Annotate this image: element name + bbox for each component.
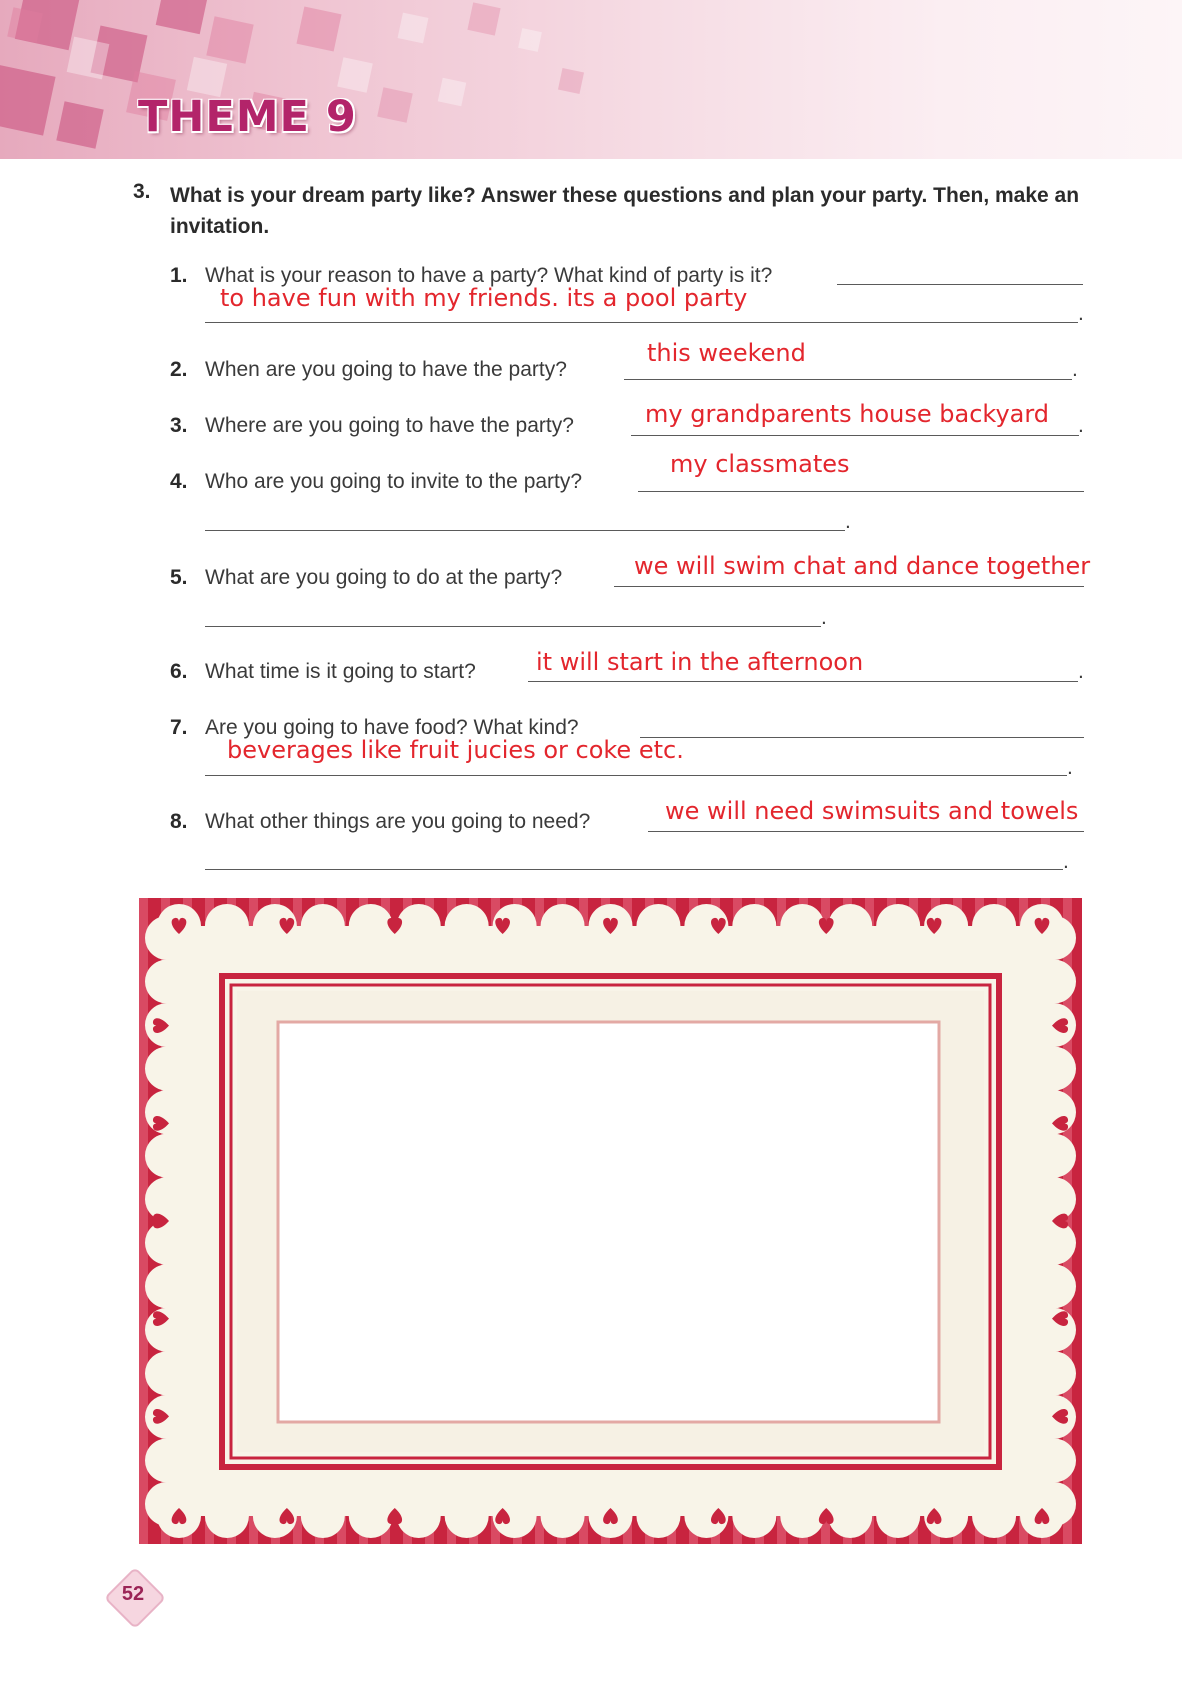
frame-scallop-bump xyxy=(1032,1264,1076,1308)
frame-scallop-bump xyxy=(636,904,680,948)
frame-scallop-bump xyxy=(1032,1221,1076,1265)
header-banner xyxy=(0,0,1182,159)
question-8-answer: we will need swimsuits and towels xyxy=(665,797,1079,825)
invitation-writing-area[interactable] xyxy=(278,1022,939,1422)
question-5-answer: we will swim chat and dance together xyxy=(634,552,1091,580)
frame-scallop-bump xyxy=(636,1494,680,1538)
frame-scallop-bump xyxy=(780,904,824,948)
question-2-number: 2. xyxy=(170,358,188,381)
frame-scallop-bump xyxy=(145,960,189,1004)
frame-scallop-bump xyxy=(145,1090,189,1134)
question-1-answer: to have fun with my friends. its a pool party xyxy=(220,284,748,312)
question-4-period: . xyxy=(845,510,851,533)
question-2-text: When are you going to have the party? xyxy=(205,358,567,381)
frame-scallop-bump xyxy=(145,1177,189,1221)
question-1-period: . xyxy=(1078,302,1084,325)
frame-scallop-bump xyxy=(349,1494,393,1538)
page-number: 52 xyxy=(121,1583,145,1605)
frame-scallop-bump xyxy=(145,1134,189,1178)
question-4-number: 4. xyxy=(170,470,188,493)
question-7-answer: beverages like fruit jucies or coke etc. xyxy=(227,736,684,764)
question-6-number: 6. xyxy=(170,660,188,683)
frame-scallop-bump xyxy=(397,904,441,948)
question-7-period: . xyxy=(1067,756,1073,779)
question-8-number: 8. xyxy=(170,810,188,833)
frame-scallop-bump xyxy=(732,1494,776,1538)
frame-scallop-bump xyxy=(145,1221,189,1265)
question-5-number: 5. xyxy=(170,566,188,589)
question-7-answer-field[interactable] xyxy=(205,775,1067,776)
question-5-period: . xyxy=(821,606,827,629)
frame-scallop-bump xyxy=(828,904,872,948)
frame-scallop-bump xyxy=(445,1494,489,1538)
question-3-text: Where are you going to have the party? xyxy=(205,414,574,437)
frame-scallop-bump xyxy=(972,904,1016,948)
frame-scallop-bump xyxy=(301,1494,345,1538)
question-2-answer: this weekend xyxy=(647,339,806,367)
frame-scallop-bump xyxy=(541,904,585,948)
frame-scallop-bump xyxy=(145,1351,189,1395)
frame-scallop-bump xyxy=(205,1494,249,1538)
frame-scallop-bump xyxy=(1032,1134,1076,1178)
question-3-period: . xyxy=(1078,414,1084,437)
question-7-text: Are you going to have food? What kind? xyxy=(205,716,579,739)
question-7-line-a xyxy=(640,737,1084,738)
question-4-text: Who are you going to invite to the party? xyxy=(205,470,583,493)
task-number: 3. xyxy=(133,180,151,203)
frame-scallop-bump xyxy=(1032,1047,1076,1091)
question-4-answer-field-2[interactable] xyxy=(205,530,845,531)
page-number-badge xyxy=(105,1568,161,1624)
frame-scallop-bump xyxy=(732,904,776,948)
question-6-answer: it will start in the afternoon xyxy=(536,648,864,676)
question-1-text: What is your reason to have a party? What kind of party is it? xyxy=(205,264,773,287)
frame-scallop-bump xyxy=(1032,1177,1076,1221)
question-1-line-a xyxy=(837,284,1083,285)
frame-scallop-bump xyxy=(1032,1438,1076,1482)
frame-scallop-bump xyxy=(972,1494,1016,1538)
question-2-answer-field[interactable] xyxy=(624,379,1072,380)
question-5-text: What are you going to do at the party? xyxy=(205,566,563,589)
question-3-answer: my grandparents house backyard xyxy=(645,400,1050,428)
frame-scallop-bump xyxy=(828,1494,872,1538)
question-8-period: . xyxy=(1063,850,1069,873)
question-8-answer-field-2[interactable] xyxy=(205,869,1063,870)
question-8-answer-field[interactable] xyxy=(648,831,1084,832)
frame-scallop-bump xyxy=(1032,1308,1076,1352)
question-1-answer-field[interactable] xyxy=(205,322,1078,323)
question-4-answer: my classmates xyxy=(670,450,850,478)
question-3-number: 3. xyxy=(170,414,188,437)
question-6-text: What time is it going to start? xyxy=(205,660,476,683)
frame-scallop-bump xyxy=(1032,1090,1076,1134)
question-3-answer-field[interactable] xyxy=(631,435,1079,436)
frame-scallop-bump xyxy=(1032,1351,1076,1395)
question-6-period: . xyxy=(1078,660,1084,683)
question-5-answer-field[interactable] xyxy=(614,586,1084,587)
frame-scallop-bump xyxy=(145,1438,189,1482)
frame-scallop-bump xyxy=(876,1494,920,1538)
invitation-frame xyxy=(139,898,1082,1544)
frame-scallop-bump xyxy=(205,904,249,948)
question-7-number: 7. xyxy=(170,716,188,739)
frame-scallop-bump xyxy=(876,904,920,948)
frame-scallop-bump xyxy=(301,904,345,948)
frame-scallop-bump xyxy=(145,1047,189,1091)
question-4-answer-field[interactable] xyxy=(638,491,1084,492)
frame-scallop-bump xyxy=(145,1264,189,1308)
frame-scallop-bump xyxy=(780,1494,824,1538)
theme-title: THEME 9 xyxy=(138,92,357,142)
frame-scallop-bump xyxy=(1032,960,1076,1004)
question-1-number: 1. xyxy=(170,264,188,287)
frame-scallop-bump xyxy=(445,904,489,948)
task-instruction: What is your dream party like? Answer these questions and plan your party. Then, make an invitation. xyxy=(170,184,1080,238)
question-5-answer-field-2[interactable] xyxy=(205,626,821,627)
frame-scallop-bump xyxy=(397,1494,441,1538)
frame-scallop-bump xyxy=(349,904,393,948)
question-2-period: . xyxy=(1072,358,1078,381)
question-8-text: What other things are you going to need? xyxy=(205,810,591,833)
question-6-answer-field[interactable] xyxy=(528,681,1078,682)
frame-scallop-bump xyxy=(541,1494,585,1538)
frame-scallop-bump xyxy=(145,1308,189,1352)
